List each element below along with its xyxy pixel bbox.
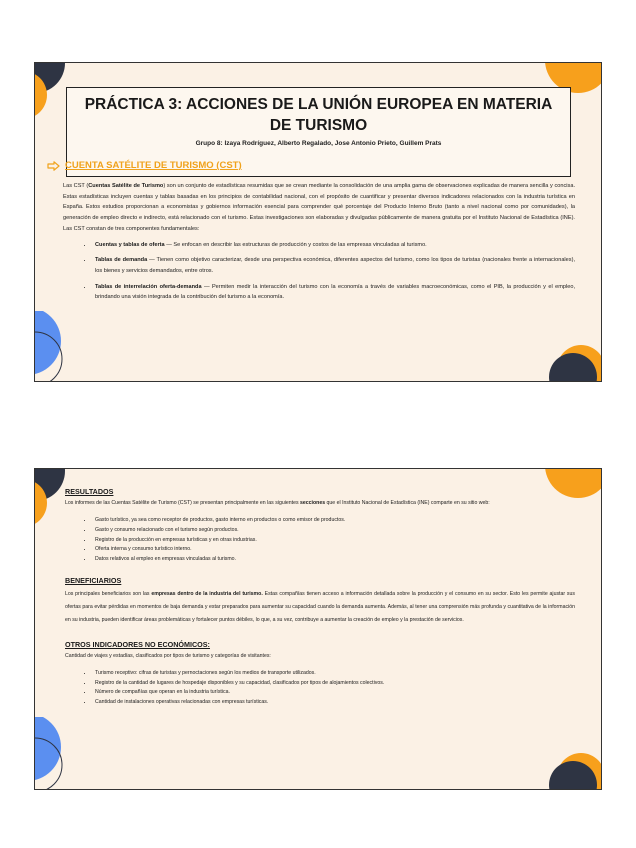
list-item-bold: Cuentas y tablas de oferta (95, 241, 165, 248)
otros-indicadores-intro: Cantidad de viajes y estadías, clasificados por tipos de turismo y categorías de visitantes: (65, 652, 271, 659)
component-list (63, 240, 575, 304)
list-item (93, 240, 575, 251)
intro-text: Las CST ( (63, 183, 89, 189)
arrow-right-icon (47, 161, 60, 171)
resultados-heading: RESULTADOS (65, 487, 114, 496)
corner-decoration-bottom-right (545, 331, 602, 382)
list-item-text: — Permiten medir la interacción del turismo con la economía a través de variables macroeconómicas, como el PIB, la producción y el empleo, brindando una visión integrada de la contribución del turismo a la economía. (95, 283, 576, 301)
list-item: • Turismo receptivo: cifras de turistas y pernoctaciones según los medios de transporte utilizados. (93, 669, 575, 679)
list-item: • Gasto y consumo relacionado con el turismo según productos. (93, 526, 575, 536)
slide-cst (34, 62, 602, 382)
otros-indicadores-heading: OTROS INDICADORES NO ECONÓMICOS: (65, 639, 210, 649)
corner-decoration-bottom-left (34, 717, 71, 790)
section-title: CUENTA SATÉLITE DE TURISMO (CST) (65, 160, 242, 171)
list-item-bold: Tablas de interrelación oferta-demanda (95, 283, 202, 290)
list-item: • Cantidad de instalaciones operativas relacionadas con empresas turísticas. (93, 698, 575, 708)
slide-resultados (34, 468, 602, 790)
resultados-intro-bold: secciones (300, 500, 326, 506)
resultados-list (65, 516, 575, 565)
list-item: • Oferta interna y consumo turístico interno. (93, 545, 575, 555)
list-item-text: — Tienen como objetivo caracterizar, desde una perspectiva económica, diferentes aspectos del turismo, como los tipos de turistas (nacionales frente a internacionales), los bienes y servicios demandados, entre otros. (95, 257, 575, 274)
beneficiarios-heading: BENEFICIARIOS (65, 575, 122, 585)
list-item: • Registro de la cantidad de lugares de hospedaje disponibles y su capacidad, clasificados por tipos de alojamientos colectivos. (93, 679, 575, 689)
intro-text-cont: ) son un conjunto de estadísticas resumidas que se crean mediante la consolidación de una amplia gama de observaciones explicadas de manera sencilla y concisa. Estas estadísticas incluyen cuentas y tablas basadas en los principios de contabilidad nacional, con el propósito de cuantificar y presentar diversos indicadores relacionados con la industria turística en España. Estos estudios proporcionan a economistas y gobiernos información esencial para comprender qué porcentaje del Producto Interno Bruto (tanto a nivel nacional como por comunidades), la generación de empleo directo e indirecto, está relacionado con el turismo. Estas investigaciones son elaboradas y divulgadas públicamente de manera gratuita por el Instituto Nacional de Estadística (INE). Las CST constan de tres componentes fundamentales: (63, 183, 576, 232)
list-item: • Número de compañías que operan en la industria turística. (93, 688, 575, 698)
corner-decoration-bottom-right (545, 739, 602, 790)
authors-line: Grupo 8: Izaya Rodríguez, Alberto Regalado, Jose Antonio Prieto, Guillem Prats (195, 140, 442, 147)
beneficiarios-bold: empresas dentro de la industria del turismo. (151, 590, 263, 597)
beneficiarios-text: Los principales beneficiarios son las (65, 590, 152, 597)
section-heading (47, 160, 242, 171)
list-item: • Datos relativos al empleo en empresas vinculadas al turismo. (93, 555, 575, 565)
resultados-intro (65, 499, 575, 508)
page-title: PRÁCTICA 3: ACCIONES DE LA UNIÓN EUROPEA EN MATERIA DE TURISMO (84, 96, 553, 134)
cst-body (63, 181, 575, 308)
list-item (93, 282, 575, 303)
list-item: • Gasto turístico, ya sea como receptor de productos, gasto interno en productos o como emisor de productos. (93, 516, 575, 526)
corner-decoration-bottom-left (34, 311, 71, 382)
otros-indicadores-list (65, 669, 575, 708)
beneficiarios-text-cont: Estas compañías tienen acceso a información detallada sobre la producción y el consumo en su sector. Esto les permite ajustar sus ofertas para evitar pérdidas en momentos de baja demanda y estar preparados para aumentar su capacidad cuando la demanda aumenta. Además, al tener una comprensión más profunda y cuantitativa de la información en su industria, pueden identificar áreas problemáticas y fortalecer puntos débiles, lo que, a su vez, contribuye a aumentar la creación de empleo y la prestación de servicios. (65, 590, 575, 623)
slide2-content (65, 487, 575, 708)
intro-bold: Cuentas Satélite de Turismo (88, 183, 164, 189)
cst-intro-paragraph (63, 181, 575, 235)
resultados-intro-text-cont: que el Instituto Nacional de Estadística (INE) comparte en su sitio web: (325, 500, 490, 506)
list-item-text: — Se enfocan en describir las estructuras de producción y costos de las empresas vinculadas al turismo. (164, 241, 427, 248)
beneficiarios-paragraph (65, 588, 575, 627)
resultados-intro-text: Los informes de las Cuentas Satélite de Turismo (CST) se presentan principalmente en las siguientes (65, 500, 300, 506)
list-item: • Registro de la producción en empresas turísticas y en otras industrias. (93, 536, 575, 546)
list-item-bold: Tablas de demanda (95, 257, 148, 264)
list-item (93, 255, 575, 276)
